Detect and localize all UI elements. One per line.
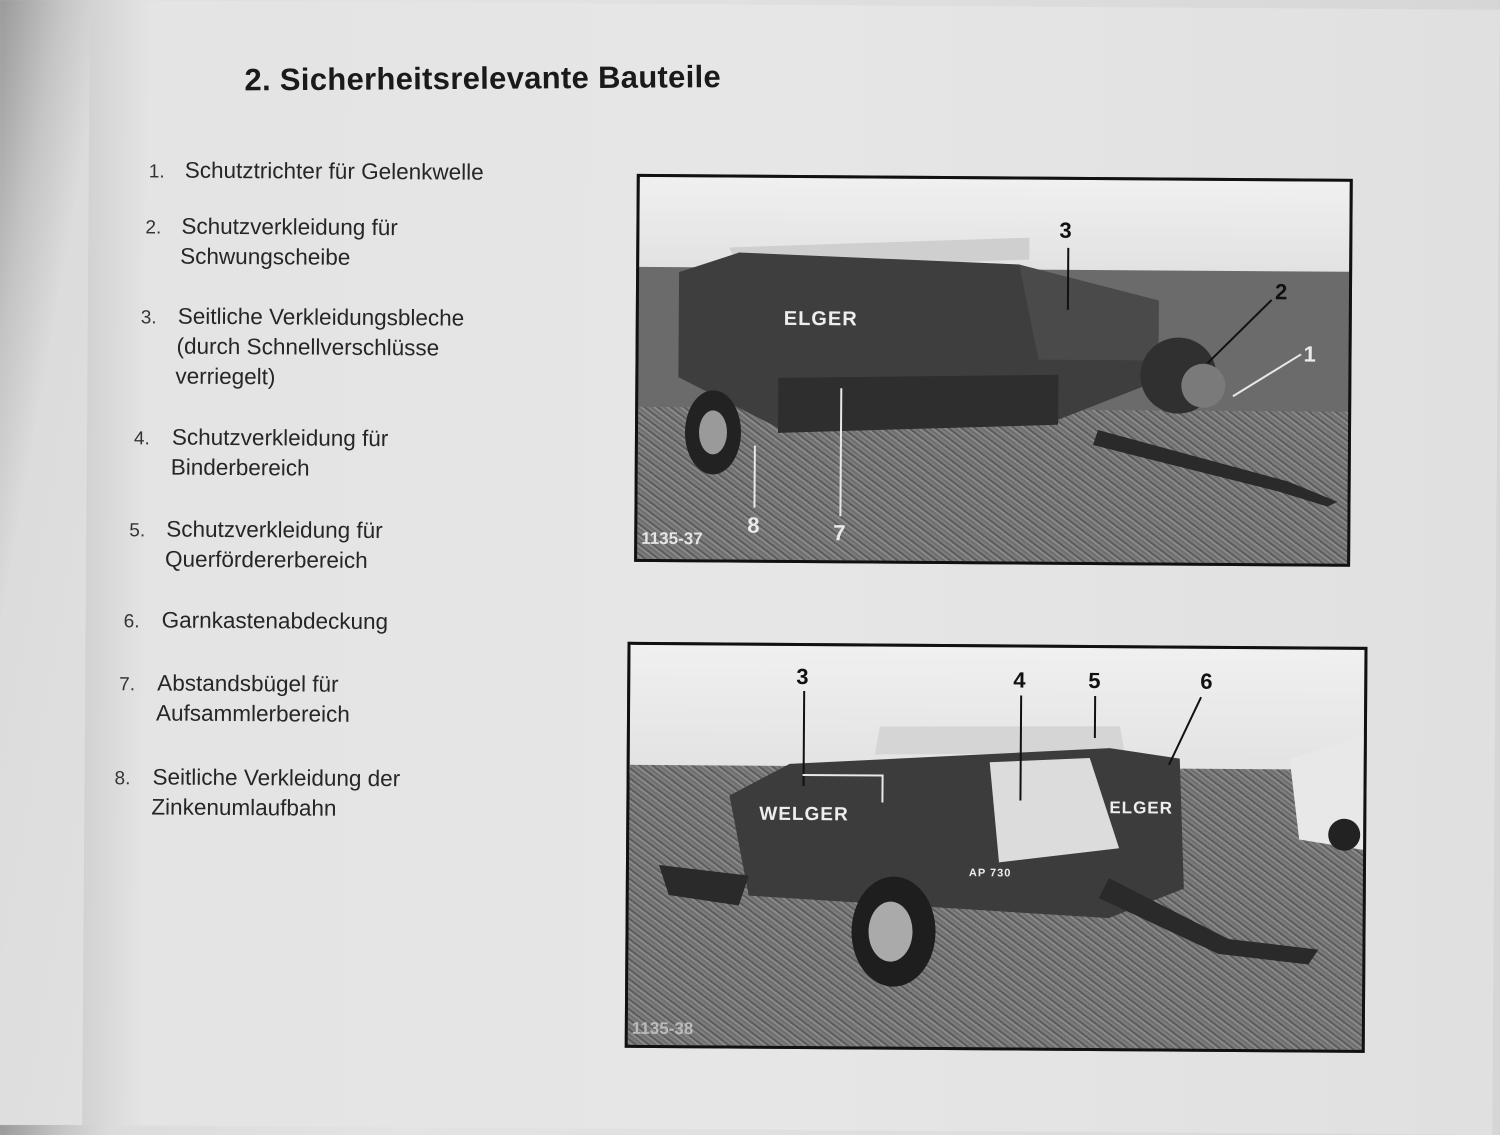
brand-label: WELGER [759, 803, 849, 826]
callout-7: 7 [833, 520, 846, 546]
item-number: 8. [114, 768, 131, 790]
item-number: 3. [140, 307, 157, 329]
figure-id: 1135-37 [641, 528, 703, 549]
item-number: 7. [119, 674, 136, 696]
item-text: Seitliche Verkleidung der [152, 764, 401, 792]
brand-label: ELGER [1109, 798, 1174, 818]
figure-baler-rear-view [625, 642, 1368, 1053]
item-number: 1. [148, 161, 165, 183]
callout-8: 8 [747, 512, 760, 538]
model-label: AP 730 [968, 867, 1012, 880]
item-text: Schutztrichter für Gelenkwelle [184, 157, 484, 185]
section-heading [244, 59, 721, 98]
item-text: verriegelt) [175, 363, 276, 390]
item-text: Schutzverkleidung für [166, 516, 383, 544]
manual-page [82, 0, 1500, 1135]
callout-leader [753, 446, 755, 508]
item-number: 6. [123, 611, 140, 633]
item-text: Zinkenumlaufbahn [151, 794, 337, 821]
section-title: Sicherheitsrelevante Bauteile [279, 59, 722, 98]
item-text: (durch Schnellverschlüsse [176, 333, 440, 361]
item-number: 2. [145, 217, 162, 239]
item-text: Querfördererbereich [165, 546, 368, 573]
baler-illustration [628, 645, 1365, 1050]
item-number: 5. [129, 520, 146, 542]
callout-3: 3 [796, 663, 809, 690]
item-text: Garnkastenabdeckung [161, 607, 389, 635]
callout-2: 2 [1274, 279, 1288, 305]
item-text: Schutzverkleidung für [181, 213, 398, 241]
figure-baler-side-view [634, 174, 1353, 567]
callout-bracket [881, 775, 883, 803]
callout-4: 4 [1013, 667, 1026, 693]
callout-3: 3 [1059, 217, 1072, 243]
item-text: Schutzverkleidung für [171, 424, 389, 452]
item-text: Binderbereich [170, 454, 310, 481]
brand-label: ELGER [783, 307, 858, 331]
callout-leader [1067, 248, 1069, 310]
callout-1: 1 [1303, 341, 1316, 367]
baler-illustration [637, 177, 1350, 564]
item-text: Abstandsbügel für [157, 670, 339, 697]
callout-leader [1094, 696, 1096, 738]
item-number: 4. [133, 428, 150, 450]
section-number: 2. [244, 62, 272, 98]
figure-id: 1135-38 [631, 1018, 694, 1039]
item-text: Aufsammlerbereich [155, 700, 350, 727]
callout-6: 6 [1200, 668, 1213, 694]
callout-5: 5 [1088, 667, 1101, 694]
item-text: Seitliche Verkleidungsbleche [177, 303, 465, 331]
item-text: Schwungscheibe [180, 243, 351, 270]
